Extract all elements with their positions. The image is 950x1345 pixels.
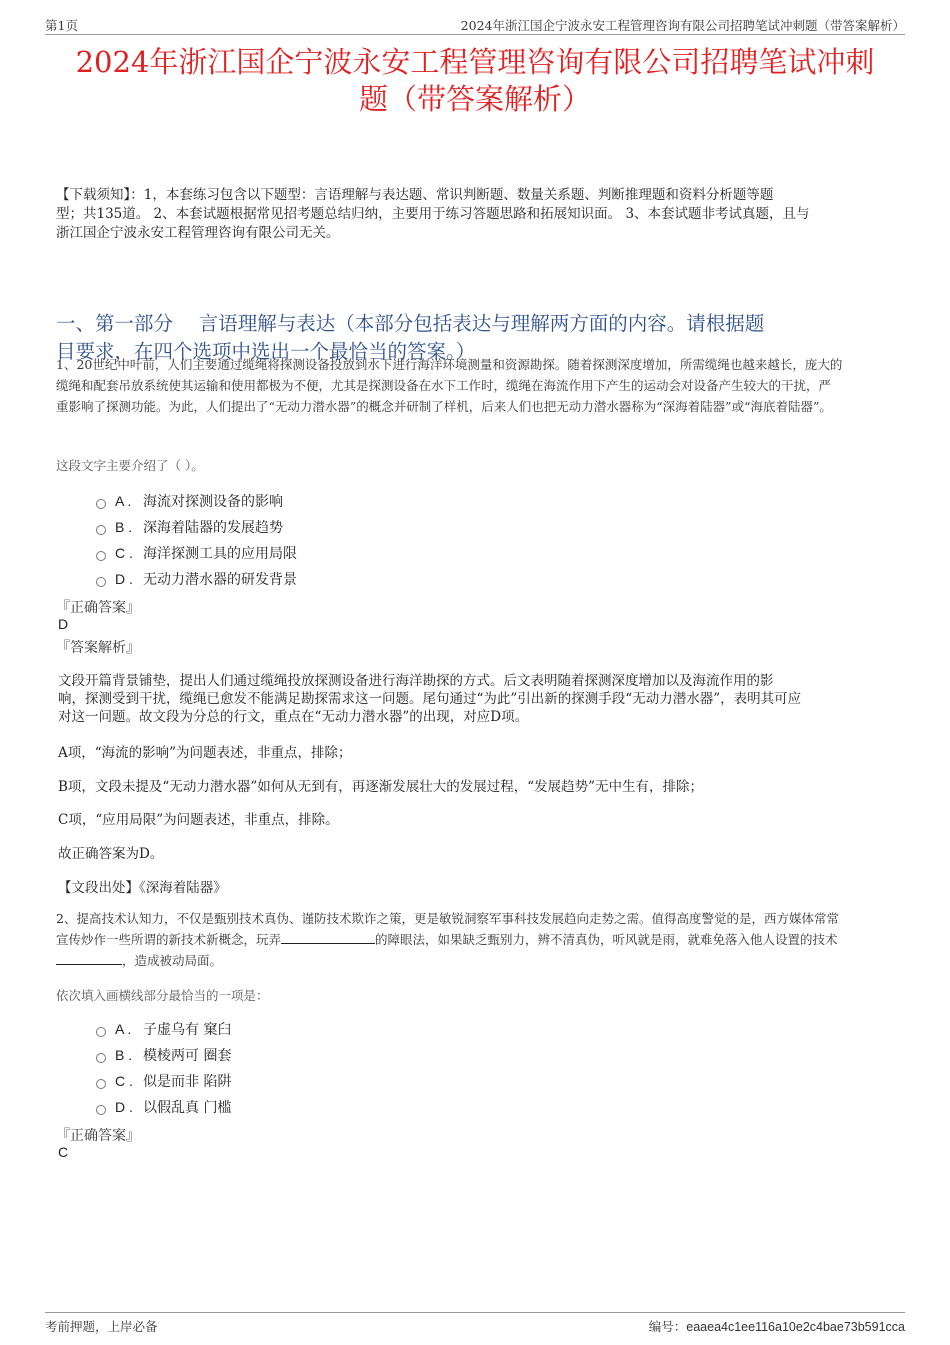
q1-text-line-2: 缆绳和配套吊放系统使其运输和使用都极为不便，尤其是探测设备在水下工作时，缆绳在海流作用下产生的运动会对设备产生较大的干扰，严 <box>56 378 832 393</box>
header-doc-title: 2024年浙江国企宁波永安工程管理咨询有限公司招聘笔试冲刺题（带答案解析） <box>460 18 905 33</box>
q1-source: 【文段出处】《深海着陆器》 <box>58 880 227 896</box>
q2-answer-label: 『正确答案』 <box>56 1128 140 1144</box>
q1-option-c[interactable]: C . 海洋探测工具的应用局限 <box>96 543 297 563</box>
q2-option-a[interactable]: A . 子虚乌有 窠臼 <box>96 1019 231 1039</box>
q1-option-b[interactable]: B . 深海着陆器的发展趋势 <box>96 517 283 537</box>
q1-analysis <box>58 672 898 726</box>
q2-option-d[interactable]: D . 以假乱真 门槛 <box>96 1097 231 1117</box>
fill-blank-2[interactable] <box>56 952 122 965</box>
radio-icon[interactable] <box>96 1105 106 1115</box>
notice-line-3: 浙江国企宁波永安工程管理咨询有限公司无关。 <box>56 225 340 241</box>
radio-icon[interactable] <box>96 525 106 535</box>
q1-note-a: A项，“海流的影响”为问题表述，非重点，排除； <box>58 745 352 761</box>
question-1-text <box>56 354 898 417</box>
radio-icon[interactable] <box>96 1079 106 1089</box>
q1-analysis-label: 『答案解析』 <box>56 640 140 656</box>
q2-text-line-1: 2、提高技术认知力，不仅是甄别技术真伪、谨防技术欺诈之策，更是敏锐洞察军事科技发展趋向走势之需。值得高度警觉的是，西方媒体常常 <box>56 911 839 926</box>
q1-answer-label: 『正确答案』 <box>56 600 140 616</box>
q2-option-c[interactable]: C . 似是而非 陷阱 <box>96 1071 231 1091</box>
document-title <box>45 44 905 118</box>
radio-icon[interactable] <box>96 1027 106 1037</box>
question-2-text <box>56 908 898 971</box>
q1-text-line-3: 重影响了探测功能。为此，人们提出了“无动力潜水器”的概念并研制了样机，后来人们也把无动力潜水器称为“深海着陆器”或“海底着陆器”。 <box>56 399 832 414</box>
fill-blank-1[interactable] <box>281 931 375 944</box>
q1-answer: D <box>58 616 69 632</box>
q1-option-a[interactable]: A . 海流对探测设备的影响 <box>96 491 283 511</box>
page-footer <box>45 1312 905 1335</box>
page-header <box>45 14 905 35</box>
q1-note-c: C项，“应用局限”为问题表述，非重点，排除。 <box>58 812 339 828</box>
q1-analysis-line-1: 文段开篇背景铺垫，提出人们通过缆绳投放探测设备进行海洋勘探的方式。后文表明随着探测深度增加以及海流作用的影 <box>58 673 774 689</box>
notice-line-1: 【下载须知】：1，本套练习包含以下题型：言语理解与表达题、常识判断题、数量关系题、判断推理题和资料分析题等题 <box>56 187 774 203</box>
footer-doc-id: 编号：eaaea4c1ee116a10e2c4bae73b591cca <box>648 1320 905 1334</box>
page-number: 第1页 <box>45 18 78 33</box>
notice-line-2: 型；共135道。 2、本套试题根据常见招考题总结归纳，主要用于练习答题思路和拓展知识面。 3、本套试题非考试真题，且与 <box>56 206 810 222</box>
q1-prompt: 这段文字主要介绍了（ ）。 <box>56 458 204 473</box>
radio-icon[interactable] <box>96 577 106 587</box>
q2-answer: C <box>58 1144 69 1160</box>
q1-text-line-1: 1、20世纪中叶前，人们主要通过缆绳将探测设备投放到水下进行海洋环境测量和资源勘探。随着探测深度增加，所需缆绳也越来越长，庞大的 <box>56 357 843 372</box>
title-line-1: 2024年浙江国企宁波永安工程管理咨询有限公司招聘笔试冲刺 <box>75 45 875 79</box>
radio-icon[interactable] <box>96 499 106 509</box>
q2-prompt: 依次填入画横线部分最恰当的一项是： <box>56 988 269 1003</box>
title-line-2: 题（带答案解析） <box>358 82 591 116</box>
q2-text-line-3: ，造成被动局面。 <box>56 950 898 971</box>
q1-analysis-line-3: 对这一问题。故文段为分总的行文，重点在“无动力潜水器”的出现，对应D项。 <box>58 709 529 725</box>
download-notice <box>56 186 900 243</box>
q1-option-d[interactable]: D . 无动力潜水器的研发背景 <box>96 569 297 589</box>
q2-option-b[interactable]: B . 模棱两可 圈套 <box>96 1045 231 1065</box>
section-line-1: 一、第一部分 言语理解与表达（本部分包括表达与理解两方面的内容。请根据题 <box>56 312 765 335</box>
radio-icon[interactable] <box>96 551 106 561</box>
section-line-2: 目要求，在四个选项中选出一个最恰当的答案。） <box>56 340 476 363</box>
q1-analysis-line-2: 响，探测受到干扰，缆绳已愈发不能满足勘探需求这一问题。尾句通过“为此”引出新的探测手段“无动力潜水器”，表明其可应 <box>58 691 802 707</box>
radio-icon[interactable] <box>96 1053 106 1063</box>
footer-slogan: 考前押题，上岸必备 <box>45 1319 158 1334</box>
q1-conclusion: 故正确答案为D。 <box>58 846 164 862</box>
q1-note-b: B项，文段未提及“无动力潜水器”如何从无到有，再逐渐发展壮大的发展过程，“发展趋势”无中生有，排除； <box>58 779 704 795</box>
q2-text-line-2: 宣传炒作一些所谓的新技术新概念，玩弄 的障眼法，如果缺乏甄别力，辨不清真伪，听风就是雨，就难免落入他人设置的技术 <box>56 932 838 947</box>
